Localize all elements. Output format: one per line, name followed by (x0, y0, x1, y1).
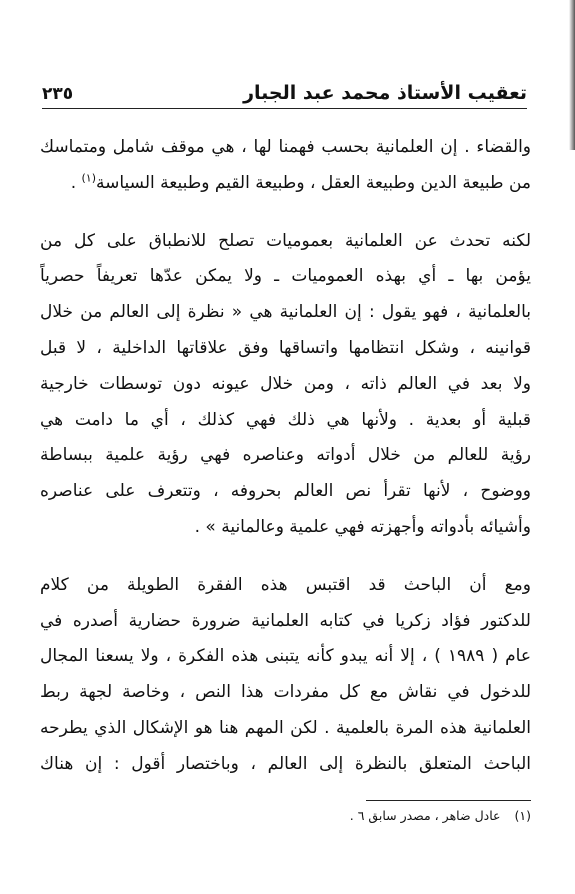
text-line: الباحث المتعلق بالنظرة إلى العالم ، وباختصار أقول : إن هناك (40, 753, 531, 774)
text-line: وأشيائه بأدواته وأجهزته فهي علمية وعالمانية » . (194, 516, 531, 537)
paragraph-gap (40, 546, 531, 568)
page-binding-shadow (569, 0, 575, 150)
text-line: العلمانية هذه المرة بالعلمية . لكن المهم هنا هو الإشكال الذي يطرحه (40, 717, 531, 738)
text-line: عام ( ١٩٨٩ ) ، إلا أنه يبدو كأنه يتبنى هذه الفكرة ، ولا يسعنا المجال (40, 646, 531, 667)
text-line: يؤمن بها ـ أي بهذه العموميات ـ ولا يمكن عدّها تعريفاً حصرياً (40, 266, 531, 287)
footnote-reference[interactable]: (١) (81, 171, 97, 185)
text-line: رؤية للعالم من خلال أدواته وعناصره فهي رؤية علمية ببساطة (40, 445, 531, 466)
text-line: قبلية أو بعدية . ولأنها هي ذلك فهي كذلك ، أي ما دامت هي (40, 409, 531, 430)
footnote-marker: (١) (514, 808, 531, 823)
page-number: ٢٣٥ (42, 84, 74, 104)
text-line (40, 166, 531, 202)
text-line: لكنه تحدث عن العلمانية بعموميات تصلح للانطباق على كل من (40, 230, 531, 251)
text-line: للدخول في نقاش مع كل مفردات هذا النص ، وخاصة لجهة ربط (40, 682, 531, 703)
footnote-text: عادل ضاهر ، مصدر سابق ٦ . (349, 808, 501, 823)
text-line-content: من طبيعة الدين وطبيعة العقل ، وطبيعة القيم وطبيعة السياسة (96, 172, 531, 193)
body-text (40, 130, 531, 783)
text-line: بالعلمانية ، فهو يقول : إن العلمانية هي « نظرة إلى العالم من خلال (40, 302, 531, 323)
paragraph-gap (40, 202, 531, 224)
text-line-trailing: . (70, 172, 82, 193)
footnote-divider (366, 800, 531, 801)
text-line: ووضوح ، لأنها تقرأ نص العالم بحروفه ، وتتعرف على عناصره (40, 481, 531, 502)
text-line: قوانينه ، وشكل انتظامها واتساقها وفق علاقاتها الداخلية ، لا قبل (40, 337, 531, 358)
header-divider (42, 108, 527, 109)
footnote (40, 808, 531, 823)
text-line: والقضاء . إن العلمانية بحسب فهمنا لها ، هي موقف شامل ومتماسك (40, 137, 531, 157)
running-header (42, 70, 527, 104)
text-line: للدكتور فؤاد زكريا في كتابه العلمانية ضرورة حضارية أصدره في (40, 610, 531, 631)
running-header-title: تعقيب الأستاذ محمد عبد الجبار (243, 82, 527, 104)
text-line: ولا بعد في العالم ذاته ، ومن خلال عيونه دون توسطات خارجية (40, 373, 531, 394)
text-line: ومع أن الباحث قد اقتبس هذه الفقرة الطويلة من كلام (40, 574, 531, 595)
